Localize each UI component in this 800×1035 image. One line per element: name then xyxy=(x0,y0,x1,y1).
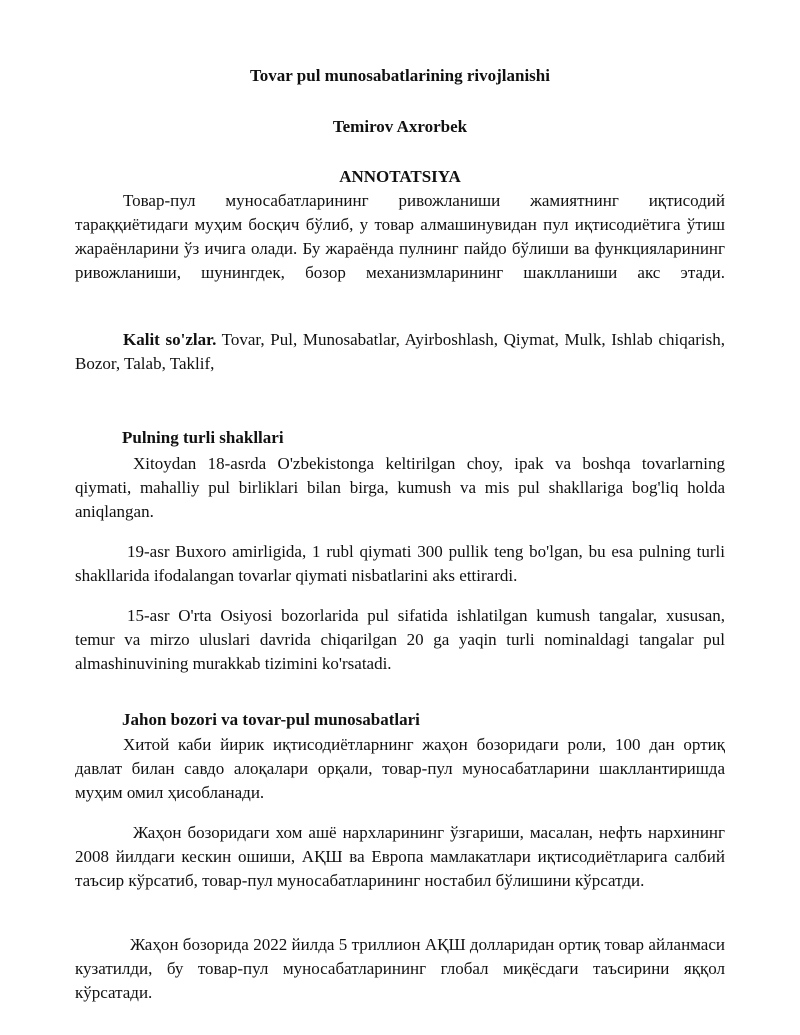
author-name: Temirov Axrorbek xyxy=(332,117,468,136)
section-heading-forms-of-money: Pulning turli shakllari xyxy=(122,428,284,447)
keywords-text: Tovar, Pul, Munosabatlar, Ayirboshlash, Qiymat, Mulk, Ishlab chiqarish, Bozor, Talab, Taklif, xyxy=(75,330,725,373)
document-title: Tovar pul munosabatlarining rivojlanishi xyxy=(250,66,550,85)
paragraph: Жаҳон бозорида 2022 йилда 5 триллион АҚШ долларидан ортиқ товар айланмаси кузатилди, бу товар-пул муносабатларининг глобал миқёсдаги таъсирини яққол кўрсатади. xyxy=(75,935,725,1002)
paragraph: Жаҳон бозоридаги хом ашё нархларининг ўзгариши, масалан, нефть нархининг 2008 йилдаги кескин ошиши, АҚШ ва Европа мамлакатлари иқтисодиётларига салбий таъсир кўрсатиб, товар-пул муносабатларининг ностабил бўлишини кўрсатди. xyxy=(75,823,725,890)
keywords-label: Kalit so'zlar. xyxy=(123,330,217,349)
annotation-heading: ANNOTATSIYA xyxy=(339,167,461,186)
annotation-paragraph: Товар-пул муносабатларининг ривожланиши жамиятнинг иқтисодий тараққиётидаги муҳим босқич бўлиб, у товар алмашинувидан пул иқтисодиётига ўтиш жараёнларини ўз ичига олади. Бу жараёнда пулнинг пайдо бўлиши ва функцияларининг ривожланиши, шунингдек, бозор механизмларининг шаклланиши акс этади. xyxy=(75,191,725,282)
paragraph: 15-asr O'rta Osiyosi bozorlarida pul sifatida ishlatilgan kumush tangalar, xususan, temur va mirzo uluslari davrida chiqarilgan 20 ga yaqin turli nominaldagi tangalar pul almashinuvining murakkab tizimini ko'rsatadi. xyxy=(75,606,725,673)
keywords-paragraph xyxy=(75,328,725,376)
paragraph: Xitoydan 18-asrda O'zbekistonga keltirilgan choy, ipak va boshqa tovarlarning qiymati, mahalliy pul birliklari bilan birga, kumush va mis pul shakllariga bog'liq holda aniqlangan. xyxy=(75,454,725,521)
paragraph: 19-asr Buxoro amirligida, 1 rubl qiymati 300 pullik teng bo'lgan, bu esa pulning turli shakllarida ifodalangan tovarlar qiymati nisbatlarini aks ettirardi. xyxy=(75,542,725,585)
section-heading-world-market: Jahon bozori va tovar-pul munosabatlari xyxy=(122,710,420,729)
paragraph: Хитой каби йирик иқтисодиётларнинг жаҳон бозоридаги роли, 100 дан ортиқ давлат билан савдо алоқалари орқали, товар-пул муносабатларини шакллантиришда муҳим омил ҳисобланади. xyxy=(75,735,725,802)
